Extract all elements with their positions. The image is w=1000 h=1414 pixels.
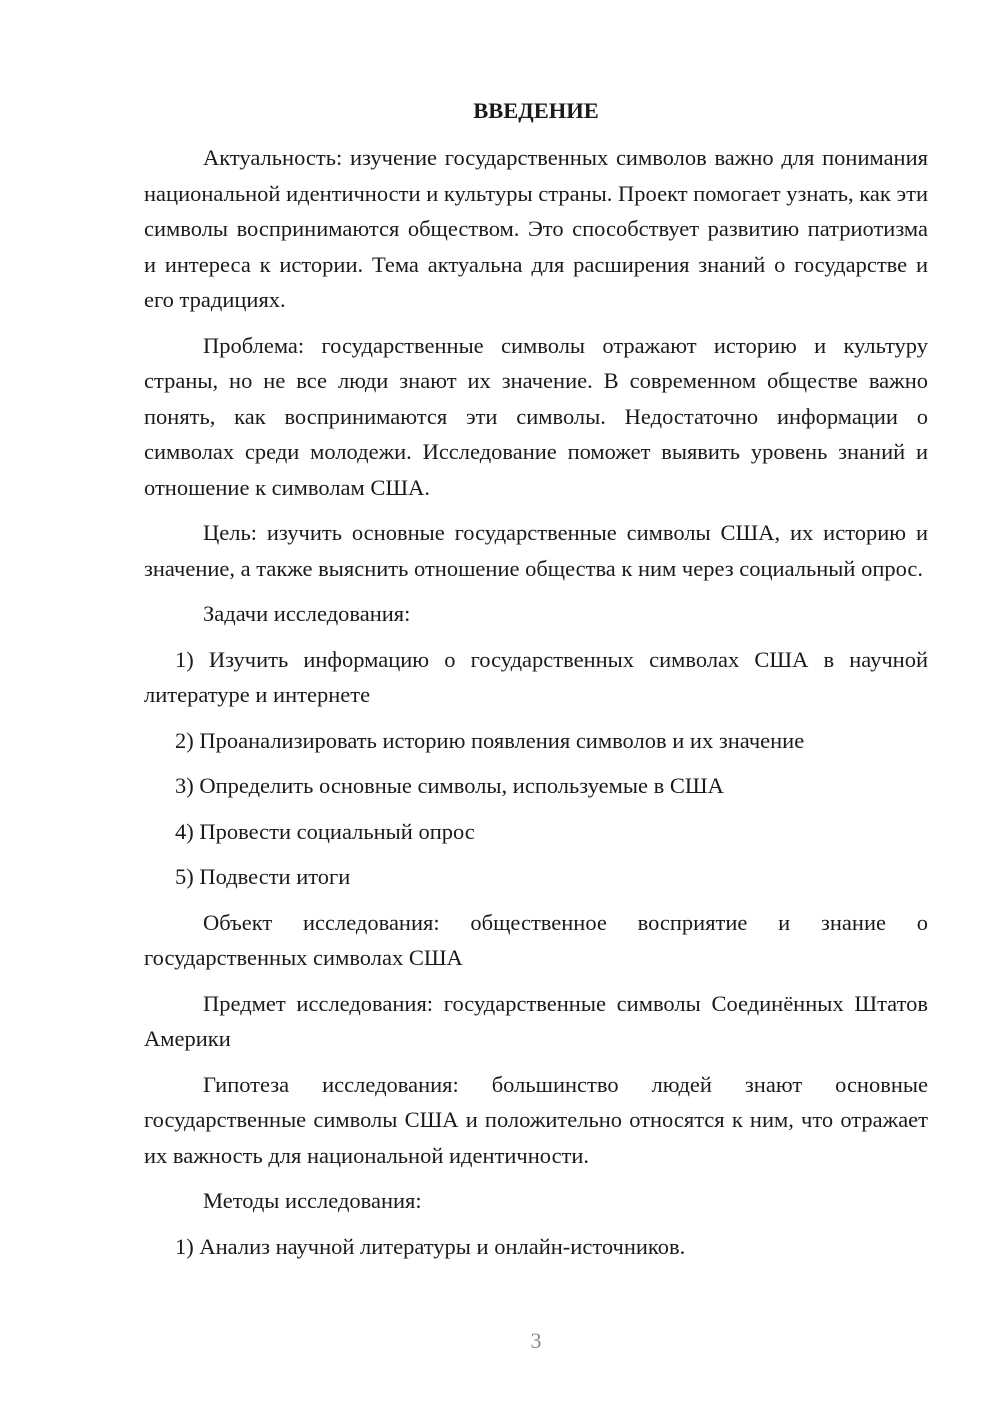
page-title: ВВЕДЕНИЕ [473,98,599,123]
paragraph-object: Объект исследования: общественное восприятие и знание о государственных символах США [144,909,928,970]
task-item-1: 1) Изучить информацию о государственных символах США в научной литературе и интернете [144,646,928,707]
method-item-1: 1) Анализ научной литературы и онлайн-источников. [175,1233,686,1259]
paragraph-hypothesis: Гипотеза исследования: большинство людей знают основные государственные символы США и положительно относятся к ним, что отражает их важность для национальной идентичности. [144,1071,928,1168]
paragraph-relevance: Актуальность: изучение государственных символов важно для понимания национальной идентичности и культуры страны. Проект помогает узнать, как эти символы воспринимаются обществом. Это способствует развитию патриотизма и интереса к истории. Тема актуальна для расширения знаний о государстве и его традициях. [144,145,928,312]
tasks-heading: Задачи исследования: [203,601,411,626]
task-item-3: 3) Определить основные символы, используемые в США [175,773,724,798]
page-content [144,93,928,1274]
paragraph-problem: Проблема: государственные символы отражают историю и культуру страны, но не все люди знают их значение. В современном обществе важно понять, как воспринимаются эти символы. Недостаточно информации о символах среди молодежи. Исследование поможет выявить уровень знаний и отношение к символам США. [144,332,928,500]
methods-heading: Методы исследования: [203,1188,422,1213]
paragraph-subject: Предмет исследования: государственные символы Соединённых Штатов Америки [144,990,928,1051]
task-item-4: 4) Провести социальный опрос [175,818,475,844]
task-item-5: 5) Подвести итоги [175,864,351,889]
task-item-2: 2) Проанализировать историю появления символов и их значение [175,727,805,753]
paragraph-goal: Цель: изучить основные государственные символы США, их историю и значение, а также выяснить отношение общества к ним через социальный опрос. [144,520,928,581]
page-number: 3 [530,1328,542,1353]
